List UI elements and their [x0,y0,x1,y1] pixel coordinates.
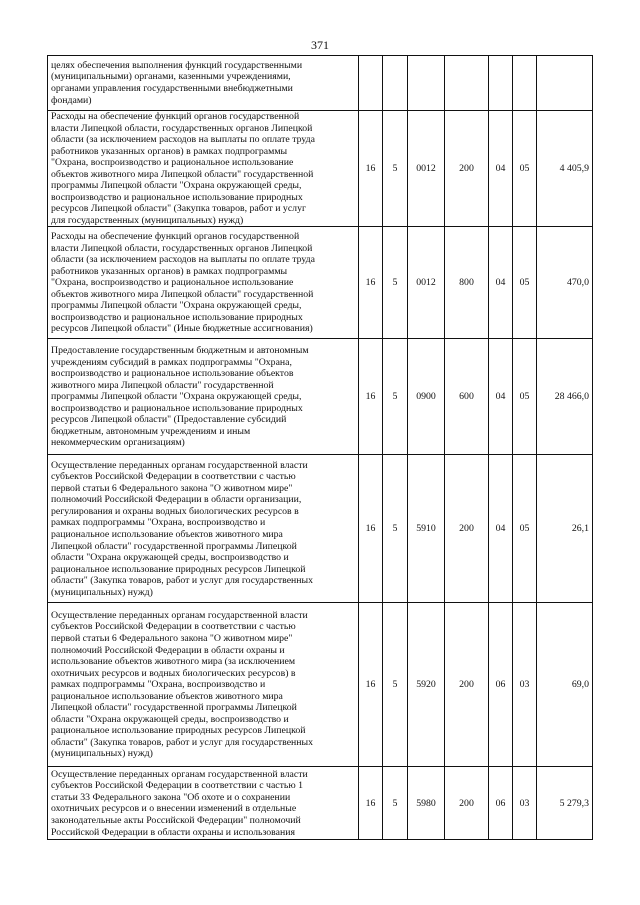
row-description [48,339,359,455]
amount-cell: 69,0 [537,603,593,767]
page-number: 371 [311,38,329,52]
description-line: рациональное использование природных ресурсов Липецкой [51,563,306,575]
description-line: статьи 33 Федерального закона "Об охоте и о сохранении [51,791,291,803]
code-cell-program: 5 [383,227,408,339]
code-cell-admin: 16 [359,767,383,840]
description-line: области (за исключением расходов на выплаты по оплате труда [51,134,316,146]
description-line: регулирования и охраны водных биологических ресурсов в [51,505,299,517]
table-row [48,339,593,455]
code-cell-target: 0012 [408,227,445,339]
code-cell-expense-type: 200 [445,455,489,603]
code-cell-target: 5910 [408,455,445,603]
code-cell-target [408,56,445,111]
code-cell-section: 04 [489,339,513,455]
amount-cell: 26,1 [537,455,593,603]
code-cell-expense-type: 600 [445,339,489,455]
code-cell-section: 06 [489,767,513,840]
code-cell-section: 04 [489,111,513,227]
code-cell-program: 5 [383,603,408,767]
table-row [48,455,593,603]
description-line: воспроизводство и рациональное использование природных [51,191,303,203]
table-row [48,111,593,227]
description-line: первой статьи 6 Федерального закона "О животном мире" [51,482,293,494]
description-line: (муниципальными) органами, казенными учреждениями, [51,71,291,83]
description-line: некоммерческим организациям) [51,437,185,449]
description-line: Расходы на обеспечение функций органов государственной [51,231,300,242]
amount-cell: 470,0 [537,227,593,339]
code-cell-subsection: 03 [513,603,537,767]
table-row [48,767,593,840]
code-cell-subsection: 05 [513,111,537,227]
description-line: рамках подпрограммы "Охрана, воспроизводство и [51,679,266,691]
description-line: субъектов Российской Федерации в соответствии с частью [51,621,296,633]
code-cell-section: 04 [489,227,513,339]
code-cell-subsection: 05 [513,339,537,455]
code-cell-admin: 16 [359,455,383,603]
code-cell-expense-type: 800 [445,227,489,339]
description-line: целях обеспечения выполнения функций государственными [51,59,303,71]
description-line: Липецкой области" государственной программы Липецкой [51,702,297,714]
row-description [48,111,359,227]
amount-cell: 5 279,3 [537,767,593,840]
row-description [48,767,359,840]
description-line: воспроизводство и рациональное использование объектов [51,368,294,380]
description-line: Осуществление переданных органам государственной власти [51,459,308,471]
description-line: Осуществление переданных органам государственной власти [51,768,308,780]
row-description [48,455,359,603]
description-line: (муниципальных) нужд) [51,748,153,760]
code-cell-subsection: 05 [513,227,537,339]
description-line: области" (Закупка товаров, работ и услуг для государственных [51,736,314,748]
row-description [48,56,359,111]
code-cell-subsection: 05 [513,455,537,603]
budget-table-body [48,56,593,840]
code-cell-admin [359,56,383,111]
description-line: воспроизводство и рациональное использование природных [51,402,303,414]
description-line: бюджетным, автономным учреждениям и иным [51,425,251,437]
description-line: фондами) [51,94,92,106]
description-line: ресурсов Липецкой области" (Предоставление субсидий [51,414,287,426]
code-cell-section [489,56,513,111]
code-cell-expense-type: 200 [445,603,489,767]
code-cell-expense-type: 200 [445,111,489,227]
code-cell-program: 5 [383,767,408,840]
code-cell-section: 04 [489,455,513,603]
code-cell-admin: 16 [359,111,383,227]
description-line: первой статьи 6 Федерального закона "О животном мире" [51,633,293,644]
description-line: полномочий Российской Федерации в области организации, [51,494,302,506]
code-cell-subsection: 03 [513,767,537,840]
description-line: охотничьих ресурсов и водных биологических ресурсов) в [51,667,296,679]
code-cell-expense-type [445,56,489,111]
description-line: программы Липецкой области "Охрана окружающей среды, [51,180,302,192]
description-line: власти Липецкой области, государственных органов Липецкой [51,122,313,134]
description-line: Осуществление переданных органам государственной власти [51,609,308,621]
description-line: животного мира Липецкой области" государственной [51,379,274,391]
description-line: использование объектов животного мира (за исключением [51,656,296,668]
code-cell-section: 06 [489,603,513,767]
description-line: (муниципальных) нужд) [51,586,153,598]
code-cell-target: 5920 [408,603,445,767]
code-cell-program: 5 [383,339,408,455]
code-cell-admin: 16 [359,339,383,455]
description-line: объектов животного мира Липецкой области" государственной [51,168,314,180]
description-line: субъектов Российской Федерации в соответствии с частью 1 [51,780,304,792]
description-line: субъектов Российской Федерации в соответствии с частью [51,471,296,483]
description-line: рамках подпрограммы "Охрана, воспроизводство и [51,517,266,529]
description-line: учреждениям субсидий в рамках подпрограммы "Охрана, [51,356,292,368]
description-line: Липецкой области" государственной программы Липецкой [51,540,297,552]
description-line: Российской Федерации в области охраны и использования [51,826,295,838]
description-line: работников указанных органов) в рамках подпрограммы [51,265,288,277]
description-line: объектов животного мира Липецкой области" государственной [51,288,314,300]
description-line: охотничьих ресурсов и о внесении изменений в отдельные [51,803,297,815]
code-cell-subsection [513,56,537,111]
description-line: законодательные акты Российской Федерации" полномочий [51,815,301,827]
code-cell-admin: 16 [359,227,383,339]
description-line: для государственных (муниципальных) нужд) [51,214,244,226]
table-row [48,603,593,767]
description-line: полномочий Российской Федерации в области охраны и [51,644,285,656]
code-cell-program: 5 [383,455,408,603]
description-line: Предоставление государственным бюджетным и автономным [51,345,309,356]
description-line: области "Охрана окружающей среды, воспроизводство и [51,713,289,725]
amount-cell [537,56,593,111]
code-cell-target: 5980 [408,767,445,840]
code-cell-admin: 16 [359,603,383,767]
description-line: ресурсов Липецкой области" (Закупка товаров, работ и услуг [51,203,306,215]
description-line: власти Липецкой области, государственных органов Липецкой [51,242,313,254]
row-description [48,227,359,339]
description-line: программы Липецкой области "Охрана окружающей среды, [51,300,302,312]
row-description [48,603,359,767]
code-cell-target: 0900 [408,339,445,455]
description-line: области" (Закупка товаров, работ и услуг для государственных [51,575,314,587]
description-line: области (за исключением расходов на выплаты по оплате труда [51,254,316,266]
description-line: рациональное использование объектов животного мира [51,690,283,702]
code-cell-target: 0012 [408,111,445,227]
code-cell-program: 5 [383,111,408,227]
description-line: "Охрана, воспроизводство и рациональное использование [51,157,294,169]
table-row [48,227,593,339]
description-line: "Охрана, воспроизводство и рациональное использование [51,277,294,289]
budget-table [47,55,593,840]
code-cell-expense-type: 200 [445,767,489,840]
description-line: органами управления государственными внебюджетными [51,83,293,94]
amount-cell: 28 466,0 [537,339,593,455]
description-line: ресурсов Липецкой области" (Иные бюджетные ассигнования) [51,323,313,335]
code-cell-program [383,56,408,111]
description-line: рациональное использование объектов животного мира [51,528,283,540]
amount-cell: 4 405,9 [537,111,593,227]
description-line: работников указанных органов) в рамках подпрограммы [51,145,288,157]
table-row [48,56,593,111]
description-line: Расходы на обеспечение функций органов государственной [51,111,300,122]
description-line: воспроизводство и рациональное использование природных [51,311,303,323]
description-line: области "Охрана окружающей среды, воспроизводство и [51,552,289,564]
description-line: рациональное использование природных ресурсов Липецкой [51,725,306,737]
description-line: программы Липецкой области "Охрана окружающей среды, [51,391,302,403]
